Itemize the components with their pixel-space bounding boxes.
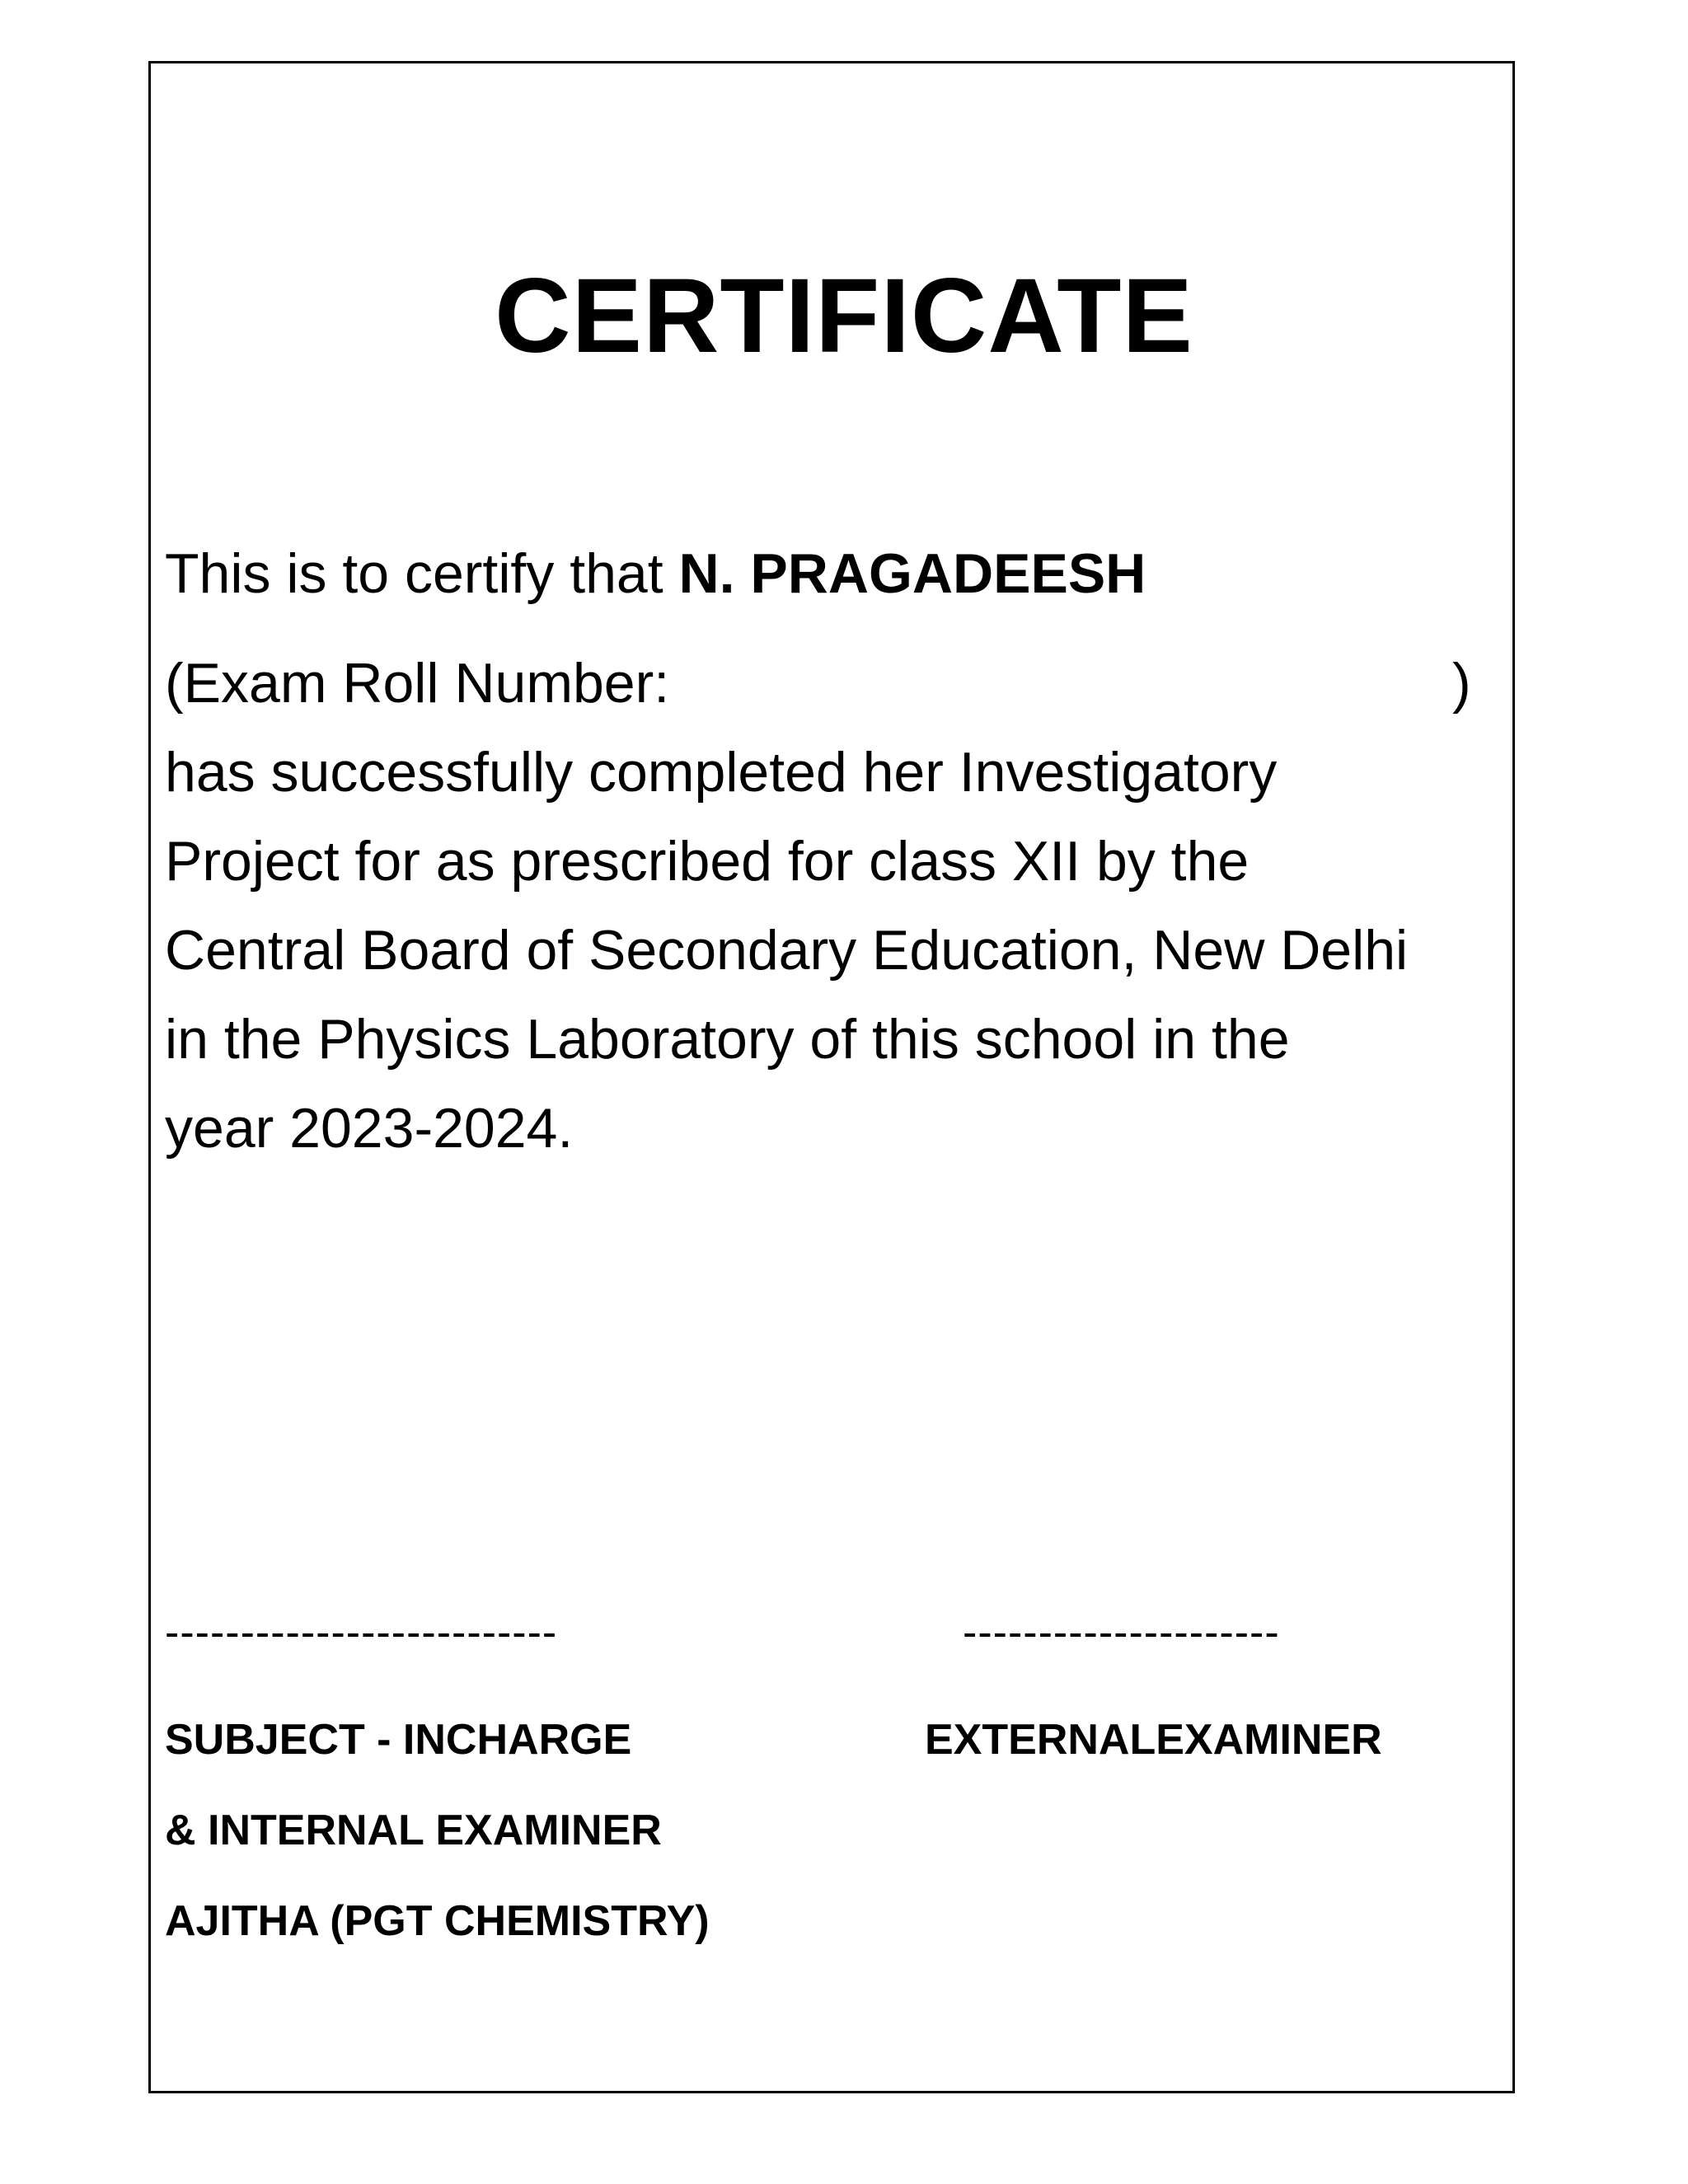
body-line-3: Central Board of Secondary Education, New Delhi (165, 919, 1409, 982)
roll-number-close-paren: ) (1452, 652, 1471, 715)
certify-line (165, 542, 1146, 605)
student-name: N. PRAGADEESH (678, 542, 1146, 605)
internal-examiner-label: & INTERNAL EXAMINER (165, 1807, 662, 1854)
subject-incharge-label: SUBJECT - INCHARGE (165, 1716, 632, 1764)
teacher-name-label: AJITHA (PGT CHEMISTRY) (165, 1897, 710, 1945)
right-signature-line: --------------------- (963, 1609, 1280, 1657)
body-line-2: Project for as prescribed for class XII by the (165, 830, 1250, 893)
certify-intro: This is to certify that (165, 542, 679, 605)
certificate-title: CERTIFICATE (495, 257, 1193, 375)
left-signature-line: -------------------------- (165, 1609, 558, 1657)
body-line-5: year 2023-2024. (165, 1097, 574, 1160)
roll-number-label: (Exam Roll Number: (165, 652, 670, 715)
body-line-1: has successfully completed her Investigatory (165, 741, 1278, 804)
external-examiner-label: EXTERNALEXAMINER (925, 1716, 1382, 1764)
body-line-4: in the Physics Laboratory of this school in the (165, 1008, 1290, 1071)
